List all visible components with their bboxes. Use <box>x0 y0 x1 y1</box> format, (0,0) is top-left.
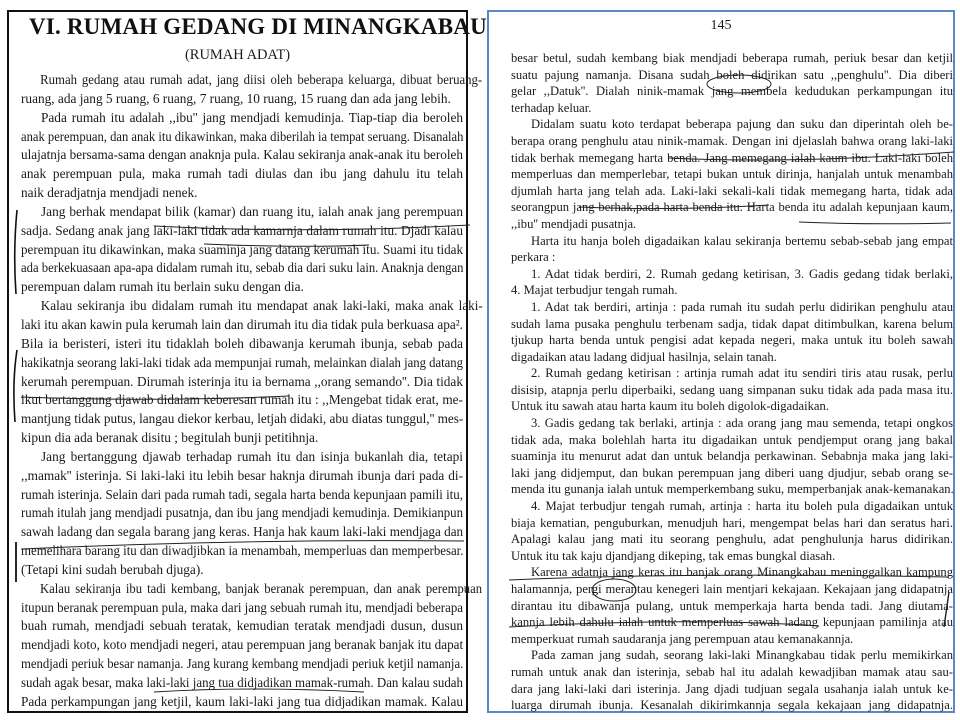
right-page-body <box>511 50 953 714</box>
text-line: seorangpun jang berhak,pada harta benda itu. Harta benda itu adalah kepunjaan kaum, <box>511 200 953 215</box>
text-line: disisip, atapnja perlu diperbaiki, sedang uang simpanan suku tidak ada pada masa itu. <box>511 382 953 397</box>
text-line: djumlah harta jang telah ada. Laki-laki sekali-kali tidak memegang harta, tidak ada <box>511 183 953 198</box>
text-line: memperkuat rumah saudaranja jang perempuan atau kemanakannja. <box>511 631 854 646</box>
text-line: tjukup harta benda untuk pengisi adat kepada negeri, maka untuk itu boleh sawah <box>511 333 953 348</box>
text-line: ,,ibu'' mendjadi pusatnja. <box>511 216 637 231</box>
text-line: besar betul, sudah kembang biak mendjadi beberapa rumah, periuk besar dan ketjil <box>511 51 953 65</box>
text-line: rumah itulah jang mendjadi pusatnja, dan ibu jang mendjadi kemudinja. Demikianpun <box>21 505 463 521</box>
text-line: gelar ,,Datuk''. Dialah ninik-mamak jang membela kedudukan perkampungan itu <box>511 84 953 99</box>
text-line: rumah isterinja. Selain dari pada rumah tadi, segala harta benda kepunjaan pamili itu, <box>21 486 463 502</box>
text-line: sadja. Sedang anak jang laki-laki tidak ada kamarnja dalam rumah itu. Djadi kalau <box>21 222 463 238</box>
text-line: Pada zaman jang sudah, seorang laki-laki Minangkabau tidak perlu memikirkan <box>531 648 953 663</box>
text-line: sawah ladang dan segala barang jang keras. Hanja hak kaum laki-laki mendjaga dan <box>21 524 464 540</box>
text-line: digadaikan atau ladang didjual hasilnja, selain tanah. <box>511 349 777 364</box>
text-line: perempuan dalam rumah itu berlain suku dengan dia. <box>21 279 304 295</box>
text-line: kannja lebih dahulu ialah untuk memperluas sawah ladang kepunjaan pamilinja atau <box>511 615 953 630</box>
left-page-body <box>21 71 483 712</box>
text-line: (Tetapi kini sudah berubah djuga). <box>21 561 204 577</box>
text-line: luarga dirumah ibunja. Kesanalah dikirimkannja segala kekajaan jang didapatnja. <box>511 698 953 713</box>
text-line: Pada rumah itu adalah ,,ibu'' jang mendjadi kemudinja. Tiap-tiap dia beroleh <box>41 109 463 125</box>
text-line: Apalagi kalau jang mati itu seorang penghulu, adat penghulunja harus didirikan. <box>511 532 953 547</box>
left-book-page <box>7 10 487 713</box>
text-line: Kalau sekiranja ibu didalam rumah itu mendapat anak laki-laki, maka anak laki- <box>40 298 483 314</box>
text-line: perempuan itu dikawinkan, maka suaminja jang datang kerumah itu. Suami itu tidak <box>21 241 463 257</box>
text-line: halamannja, pergi merantau kenegeri lain mentjari kekajaan. Kekajaan jang didapatnja <box>511 582 953 596</box>
chapter-subtitle: (RUMAH ADAT) <box>184 47 291 63</box>
text-line: memperluas dan memperlebar, tetapi bukan untuk dirinja, hanjalah untuk menambah <box>511 167 953 182</box>
text-line: anak perempuan, dan anak itu dikawinkan, maka diberilah ia tempat seruang. Disanalah <box>21 128 464 144</box>
text-line: kipun dia ada beranak disitu ; begitulah bunji petitihnja. <box>21 430 319 446</box>
text-line: Pada perkampungan jang ketjil, kaum laki-laki jang tua didjadikan mamak. Kalau <box>21 693 463 709</box>
text-line: Didalam suatu koto terdapat beberapa pajung dan suku dan diperintah oleh be- <box>531 117 953 132</box>
text-line: kerumah perempuan. Dirumah isterinja itu ia bernama ,,orang semando''. Dia tidak <box>21 373 463 389</box>
right-book-page <box>487 10 955 713</box>
text-line: rumah untuk anak dan isterinja, sebab hal itu adalah kewadjiban mamak atau sau- <box>511 664 953 679</box>
text-line: 1. Adat tidak berdiri, 2. Rumah gedang ketirisan, 3. Gadis gedang tidak berlaki, <box>531 266 953 281</box>
text-line: buah rumah, mendjadi sebuah teratak, kemudian teratak mendjadi dusun, dusun <box>21 618 463 634</box>
text-line: Jang bertanggung djawab terhadap rumah itu dan isinja bukanlah dia, tetapi <box>41 448 463 464</box>
text-line: 1. Adat tak berdiri, artinja : pada rumah itu sudah perlu didirikan penghulu atau <box>531 299 953 314</box>
text-line: ikut bertanggung djawab didalam keberesan rumah itu : ,,Mengebat tidak erat, me- <box>21 392 463 408</box>
text-line: Untuk itu sawah atau harta kaum itu boleh digolok-digadaikan. <box>511 399 829 414</box>
text-line: suatu pajung namanja. Disana sudah boleh didirikan satu ,,penghulu''. Dia diberi <box>511 67 953 82</box>
chapter-title: VI. RUMAH GEDANG DI MINANGKABAU <box>29 14 487 39</box>
text-line: 2. Rumah gedang ketirisan : artinja rumah adat itu sendiri tiris atau rusak, perlu <box>531 366 953 381</box>
text-line: laki itu akan kawin pula kerumah lain dan dirumah itu dia tidak pula berkuasa apa². <box>21 316 463 332</box>
text-line: menda itu gunanja ialah untuk memperkembang suku, memperbanjak anak-kemanakan. <box>511 482 954 497</box>
text-line: sudah lama pusaka penghulu terbenam sadja, tidak dapat ditimbulkan, karena belum <box>511 316 953 331</box>
text-line: tidak berhak memegang harta benda. Jang memegang ialah kaum ibu. Laki-laki boleh <box>511 150 953 165</box>
text-line: Jang berhak mendapat bilik (kamar) dan ruang itu, ialah anak jang perempuan <box>41 203 463 219</box>
text-line: Rumah gedang atau rumah adat, jang diisi oleh beberapa keluarga, dibuat beruang- <box>40 72 483 87</box>
text-line: hakikatnja seorang laki-laki tidak ada mempunjai rumah, melainkan dialah jang datang <box>21 354 463 370</box>
page-number: 145 <box>710 18 732 33</box>
text-line: Untuk itu tak kaju djandjang dikeping, tak emas bungkal diasah. <box>511 548 836 563</box>
text-line: mendjadi periuk besar namanja. Jang kurang kembang mendjadi periuk ketjil namanja. <box>21 656 464 672</box>
text-line: ulajatnja bersama-sama dengan anaknja pula. Kalau sekiranja anak-anak itu beroleh <box>21 147 463 163</box>
text-line: biaja kematian, penguburkan, menudjuh hari, mengempat belas hari dan seratus hari. <box>511 515 953 530</box>
text-line: naik deradjatnja mendjadi nenek. <box>21 185 198 201</box>
text-line: Harta itu hanja boleh digadaikan kalau sekiranja bertemu sebab-sebab jang empat <box>531 233 953 248</box>
text-line: tidak ada, maka bolehlah harta itu digadaikan untuk pendjemput orang jang bakal <box>511 432 953 447</box>
text-line: anak perempuan pula, maka rumah tadi diulas dan ibu jang dahulu itu telah <box>21 166 463 182</box>
text-line: Bila ia beristeri, isteri itu tidaklah boleh dibawanja kerumah ibunja, sebab pada <box>21 335 463 351</box>
text-line: 4. Majat terbudjur tengah rumah, artinja : harta itu boleh pula digadaikan untuk <box>531 499 953 514</box>
text-line: berapa orang penghulu atau ninik-mamak. Dengan ini djelaslah bahwa orang laki-laki <box>511 133 953 148</box>
text-line: ada berkekuasaan apa-apa didalam rumah itu, sebab dia dari suku lain. Anaknja dengan <box>21 260 464 276</box>
text-line: memelihara barang itu dan diwadjibkan ia menambah, memperluas dan memperbesar. <box>21 543 464 559</box>
text-line: perkara : <box>511 250 556 265</box>
text-line: Karena adatnja jang keras itu banjak orang Minangkabau meninggalkan kampung <box>531 565 953 580</box>
text-line: mantjung tidak putus, langau diekor kerbau, letjah didaki, abu diatas tunggul,'' mes- <box>21 411 464 427</box>
text-line: Kalau sekiranja ibu tadi kembang, banjak beranak perempuan, dan anak perempuan <box>40 580 483 596</box>
text-line: ,,mamak'' isterinja. Si laki-laki itu lebih besar haknja dirumah ibunja dari pada di- <box>21 467 463 483</box>
text-line: 3. Gadis gedang tak berlaki, artinja : ada orang jang mau semenda, tetapi ongkos <box>531 416 953 431</box>
text-line: mendjadi koto, koto mendjadi negeri, atau perempuan jang beranak banjak itu dapat <box>21 637 464 653</box>
text-line: sudah agak besar, maka laki-laki jang tua didjadikan mamak-rumah. Dan kalau sudah <box>21 675 463 690</box>
text-line: dara jang laki-laki dari isterinja. Jang djadi tudjuan segala usahanja ialah untuk ke- <box>511 681 953 696</box>
text-line: ruang, ada jang 5 ruang, 6 ruang, 7 ruang, 10 ruang, 15 ruang dan ada jang lebih. <box>21 90 451 106</box>
text-line: laki jang didjemput, dan bukan perempuan jang diberi uang djudjur, sebab orang se- <box>511 465 953 480</box>
text-line: terhadap keluar. <box>511 100 592 115</box>
text-line: itupun beranak perempuan pula, maka dari jang sebuah rumah itu, mendjadi beberapa <box>21 599 463 615</box>
text-line: 4. Majat terbudjur tengah rumah. <box>511 283 678 298</box>
text-line: suaminja itu menurut adat dan untuk belandja perkawinan. Sebabnja maka jang laki- <box>511 449 953 464</box>
text-line: dirantau itu dibawanja pulang, untuk memperkaja harta benda tadi. Jang diutama- <box>511 598 953 613</box>
